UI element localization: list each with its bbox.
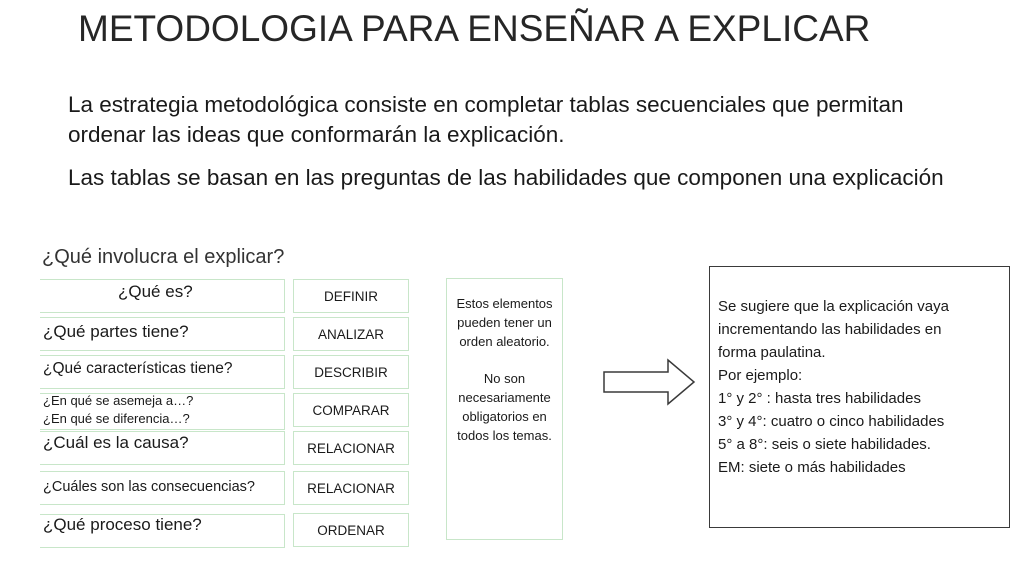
note-text: Estos elementos pueden tener un orden aleatorio. [456,296,553,349]
suggestion-line: incrementando las habilidades en [718,321,942,338]
skill-box [293,431,409,465]
suggestion-line: Por ejemplo: [718,367,803,384]
question-row [40,514,285,548]
question-row [40,393,285,430]
skill-box [293,355,409,389]
skill-box [293,513,409,547]
question-label: ¿Qué es? [118,282,193,301]
suggestion-line: EM: siete o más habilidades [718,459,906,476]
skill-box [293,317,409,351]
question-row [40,471,285,505]
question-label: ¿Qué partes tiene? [43,322,189,341]
note-text: No son necesariamente obligatorios en todos los temas. [457,371,552,443]
suggestion-line: 3° y 4°: cuatro o cinco habilidades [718,413,945,430]
page-title: METODOLOGIA PARA ENSEÑAR A EXPLICAR [78,8,871,49]
question-label: ¿Qué características tiene? [43,360,233,377]
skill-label: COMPARAR [312,402,390,418]
skill-box [293,393,409,427]
question-label: ¿En qué se diferencia…? [43,411,190,426]
question-label: ¿Cuál es la causa? [43,433,189,452]
question-label: ¿Qué proceso tiene? [43,515,202,534]
question-row [40,431,285,465]
question-label: ¿Cuáles son las consecuencias? [43,479,255,495]
right-arrow-icon [602,358,696,406]
skill-label: ANALIZAR [317,326,385,342]
intro-paragraph: La estrategia metodológica consiste en completar tablas secuenciales que permitan ordenar las ideas que conformarán la explicación. [68,92,904,147]
suggestion-line: Se sugiere que la explicación vaya [718,298,949,315]
question-row [40,317,285,351]
suggestion-line: forma paulatina. [718,344,826,361]
section-heading: ¿Qué involucra el explicar? [42,246,285,268]
skill-label: RELACIONAR [307,480,395,496]
skill-label: DEFINIR [324,288,378,304]
skill-label: RELACIONAR [307,440,395,456]
tables-paragraph: Las tablas se basan en las preguntas de las habilidades que componen una explicación [68,165,944,190]
skill-box [293,279,409,313]
question-row [40,355,285,389]
question-row [40,279,285,313]
skill-label: ORDENAR [317,522,385,538]
skill-box [293,471,409,505]
note-box [446,278,563,540]
suggestion-box [709,266,1010,528]
skill-label: DESCRIBIR [314,364,388,380]
suggestion-line: 5° a 8°: seis o siete habilidades. [718,436,931,453]
suggestion-line: 1° y 2° : hasta tres habilidades [718,390,921,407]
question-label: ¿En qué se asemeja a…? [43,393,194,408]
